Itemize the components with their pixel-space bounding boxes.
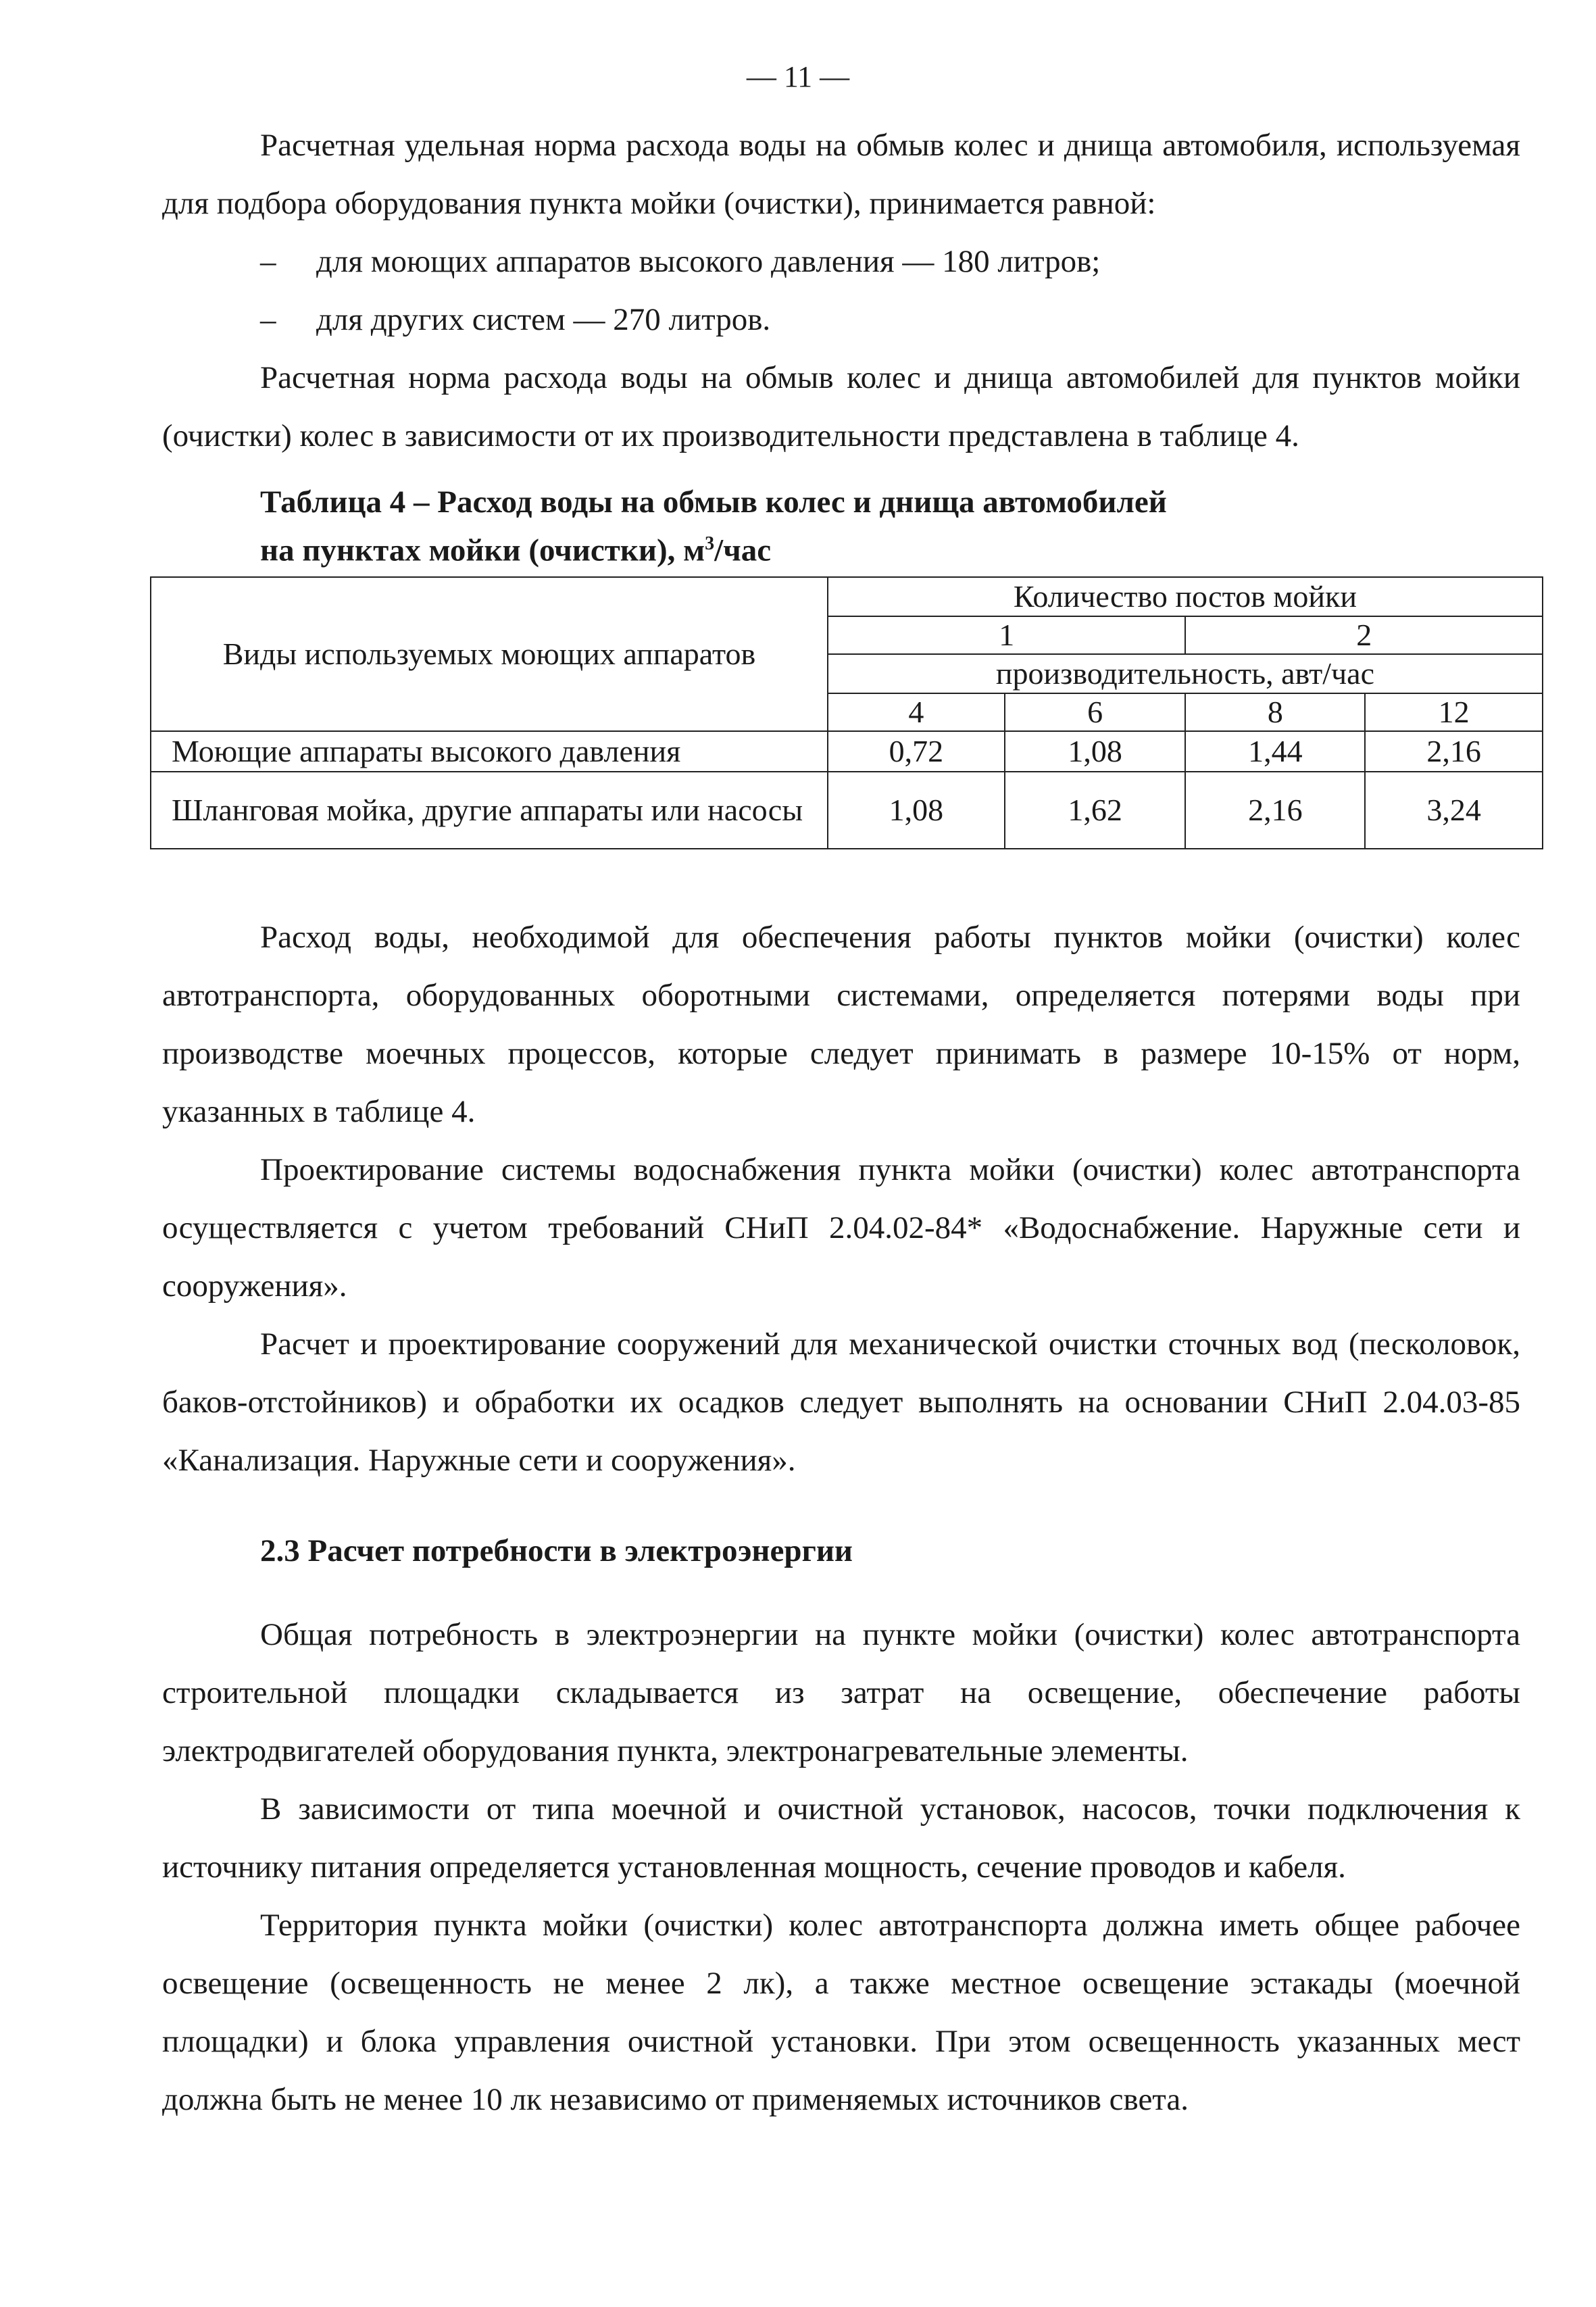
paragraph-sewage: Расчет и проектирование сооружений для механической очистки сточных вод (песколовок, баков-отстойников) и обработки их осадков следует выполнять на основании СНиП 2.04.03-85 «Канализация. Наружные сети и сооружения». xyxy=(162,1326,1520,1478)
perf-value: 4 xyxy=(828,693,1005,731)
row-label: Моющие аппараты высокого давления xyxy=(151,731,828,772)
perf-value: 8 xyxy=(1185,693,1365,731)
header-post-1: 1 xyxy=(828,616,1186,654)
intro-paragraph-2: Расчетная норма расхода воды на обмыв колес и днища автомобилей для пунктов мойки (очистки) колес в зависимости от их производительности представлена в таблице 4. xyxy=(162,360,1520,453)
electricity-block xyxy=(162,1606,1520,2129)
section-heading: 2.3 Расчет потребности в электроэнергии xyxy=(260,1533,853,1568)
water-norm-list xyxy=(162,232,1520,349)
water-consumption-table xyxy=(150,576,1543,849)
table-cell: 1,08 xyxy=(1005,731,1186,772)
table-header-row xyxy=(151,577,1543,616)
paragraph-lighting: Территория пункта мойки (очистки) колес автотранспорта должна иметь общее рабочее освещение (освещенность не менее 2 лк), а также местное освещение эстакады (моечной площадки) и блока управления очистной установки. При этом освещенность указанных мест должна быть не менее 10 лк независимо от применяемых источников света. xyxy=(162,1908,1520,2117)
list-item: – для других систем — 270 литров. xyxy=(260,302,771,337)
header-posts-count: Количество постов мойки xyxy=(828,577,1543,616)
paragraph-electricity-total: Общая потребность в электроэнергии на пункте мойки (очистки) колес автотранспорта строительной площадки складывается из затрат на освещение, обеспечение работы электродвигателей оборудования пункта, электронагревательные элементы. xyxy=(162,1617,1520,1768)
body-block xyxy=(162,908,1520,1489)
header-equipment-types: Виды используемых моющих аппаратов xyxy=(151,577,828,731)
table-cell: 3,24 xyxy=(1365,772,1543,849)
row-label: Шланговая мойка, другие аппараты или насосы xyxy=(151,772,828,849)
perf-value: 12 xyxy=(1365,693,1543,731)
table-cell: 1,62 xyxy=(1005,772,1186,849)
table-cell: 1,44 xyxy=(1185,731,1365,772)
intro-block xyxy=(162,116,1520,465)
table-cell: 1,08 xyxy=(828,772,1005,849)
table-cell: 0,72 xyxy=(828,731,1005,772)
table-row xyxy=(151,772,1543,849)
paragraph-recycling: Расход воды, необходимой для обеспечения работы пунктов мойки (очистки) колес автотранспорта, оборудованных оборотными системами, определяется потерями воды при производстве моечных процессов, которые следует принимать в размере 10-15% от норм, указанных в таблице 4. xyxy=(162,920,1520,1129)
paragraph-water-supply: Проектирование системы водоснабжения пункта мойки (очистки) колес автотранспорта осуществляется с учетом требований СНиП 2.04.02-84* «Водоснабжение. Наружные сети и сооружения». xyxy=(162,1152,1520,1304)
header-post-2: 2 xyxy=(1185,616,1543,654)
list-item: – для моющих аппаратов высокого давления — 180 литров; xyxy=(260,244,1101,279)
intro-paragraph-1: Расчетная удельная норма расхода воды на обмыв колес и днища автомобиля, используемая для подбора оборудования пункта мойки (очистки), принимается равной: xyxy=(162,128,1520,221)
table-cell: 2,16 xyxy=(1365,731,1543,772)
header-productivity: производительность, авт/час xyxy=(828,654,1543,693)
perf-value: 6 xyxy=(1005,693,1186,731)
table-caption: Таблица 4 – Расход воды на обмыв колес и днища автомобилей на пунктах мойки (очистки), $м^3$/час xyxy=(260,485,1167,568)
page-number: — 11 — xyxy=(746,60,850,93)
table-cell: 2,16 xyxy=(1185,772,1365,849)
table-row xyxy=(151,731,1543,772)
paragraph-installed-power: В зависимости от типа моечной и очистной установок, насосов, точки подключения к источнику питания определяется установленная мощность, сечение проводов и кабеля. xyxy=(162,1791,1520,1885)
